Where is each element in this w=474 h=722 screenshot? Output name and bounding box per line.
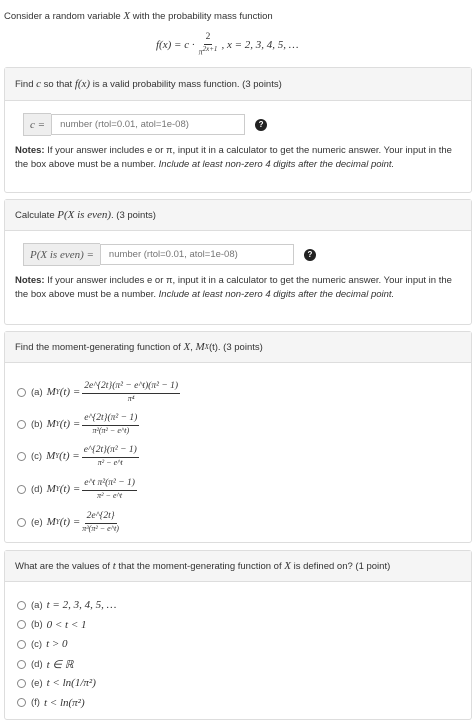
notes-2: Notes: If your answer includes e or π, input it in a calculator to get the numeric answer. Your input in the the box above must be a number. Include at least non-zero 4 digits after the decimal point.: [15, 275, 452, 300]
c-input-addon: c =: [23, 113, 51, 136]
domain-option-d[interactable]: (d) t ∈ ℝ: [17, 658, 73, 671]
intro-variable: X: [123, 10, 131, 22]
question-card-1: [4, 67, 472, 193]
domain-option-b[interactable]: (b) 0 < t < 1: [17, 619, 87, 631]
question-3-title: Find the moment-generating function of X , M X (t). (3 points): [5, 332, 471, 363]
radio-button[interactable]: [17, 485, 26, 494]
radio-button[interactable]: [17, 679, 26, 688]
option-fraction: $\frac{\text{2e\textasciicircum{}\{2t\}(π² − e\textasciicircum{}t)(π² − 1)}}{\text{π⁴}}$: [84, 381, 179, 403]
option-fraction: $\frac{\text{e\textasciicircum{}t π²(π² − 1)}}{\text{π² − e\textasciicircum{}t}}$: [84, 478, 135, 500]
p-even-input-addon: P(X is even) =: [23, 243, 100, 266]
formula-fraction: [199, 33, 218, 56]
mgf-option-d[interactable]: (d) M Y (t) = $\frac{\text{e\textasciicircum{}t π²(π² − 1)}}{\text{π² − e\textasciicircum{}t}}$: [17, 479, 139, 500]
mgf-option-b[interactable]: (b) M Y (t) = $\frac{\text{e\textasciicircum{}\{2t\}(π² − 1)}}{\text{π²(π² − e\textasciicircum{}t)}}$: [17, 414, 141, 435]
domain-option-a[interactable]: (a) t = 2, 3, 4, 5, …: [17, 599, 116, 611]
help-icon[interactable]: ?: [255, 119, 267, 131]
option-fraction: $\frac{2e\^{}\{2t\}}{\text{π³(π² − e\textasciicircum{}t)}}$: [82, 511, 119, 533]
domain-option-c[interactable]: (c) t > 0: [17, 638, 68, 650]
formula-denominator: $\pi^{2x+1}$: [198, 44, 218, 57]
domain-option-f[interactable]: (f) t < ln(π²): [17, 697, 85, 709]
mgf-option-e[interactable]: (e) M Y (t) = $\frac{2e\^{}\{2t\}}{\text{π³(π² − e\textasciicircum{}t)}}$: [17, 512, 121, 533]
question-1-title: Find c so that f(x) is a valid probability mass function. (3 points): [5, 68, 471, 101]
mgf-option-a[interactable]: (a) M Y (t) = $\frac{\text{2e\textasciicircum{}\{2t\}(π² − e\textasciicircum{}t)(π² − 1)}}{\text{π⁴}}$: [17, 382, 182, 403]
radio-button[interactable]: [17, 420, 26, 429]
intro-text: Consider a random variable: [4, 11, 121, 22]
notes-1: Notes: If your answer includes e or π, input it in a calculator to get the numeric answer. Your input in the the box above must be a number. Include at least non-zero 4 digits after the decimal point.: [15, 145, 452, 170]
formula-rhs: , x = 2, 3, 4, 5, …: [221, 38, 299, 51]
radio-button[interactable]: [17, 640, 26, 649]
option-fraction: $\frac{\text{e\textasciicircum{}\{2t\}(π² − 1)}}{\text{π² − e\textasciicircum{}t}}$: [83, 445, 137, 467]
radio-button[interactable]: [17, 698, 26, 707]
radio-button[interactable]: [17, 452, 26, 461]
domain-option-e[interactable]: (e) t < ln(1/π²): [17, 677, 96, 689]
help-icon[interactable]: ?: [304, 249, 316, 261]
formula-numerator: 2: [204, 33, 213, 45]
question-card-4: [4, 550, 472, 720]
question-2-title: Calculate P(X is even) . (3 points): [5, 200, 471, 231]
question-4-title: What are the values of t that the moment-generating function of X is defined on? (1 point): [5, 551, 471, 582]
radio-button[interactable]: [17, 620, 26, 629]
c-input[interactable]: [51, 114, 245, 135]
intro-text-2: with the probability mass function: [132, 11, 273, 22]
radio-button[interactable]: [17, 660, 26, 669]
option-fraction: $\frac{\text{e\textasciicircum{}\{2t\}(π² − 1)}}{\text{π²(π² − e\textasciicircum{}t)}}$: [84, 413, 138, 435]
mgf-option-c[interactable]: (c) M Y (t) = $\frac{\text{e\textasciicircum{}\{2t\}(π² − 1)}}{\text{π² − e\textasciicircum{}t}}$: [17, 446, 141, 467]
pmf-formula: [156, 33, 299, 56]
p-even-input[interactable]: [100, 244, 294, 265]
radio-button[interactable]: [17, 518, 26, 527]
problem-intro: [4, 10, 468, 22]
question-card-2: [4, 199, 472, 325]
formula-lhs: f(x) = c ·: [156, 38, 195, 51]
radio-button[interactable]: [17, 388, 26, 397]
question-card-3: [4, 331, 472, 543]
radio-button[interactable]: [17, 601, 26, 610]
